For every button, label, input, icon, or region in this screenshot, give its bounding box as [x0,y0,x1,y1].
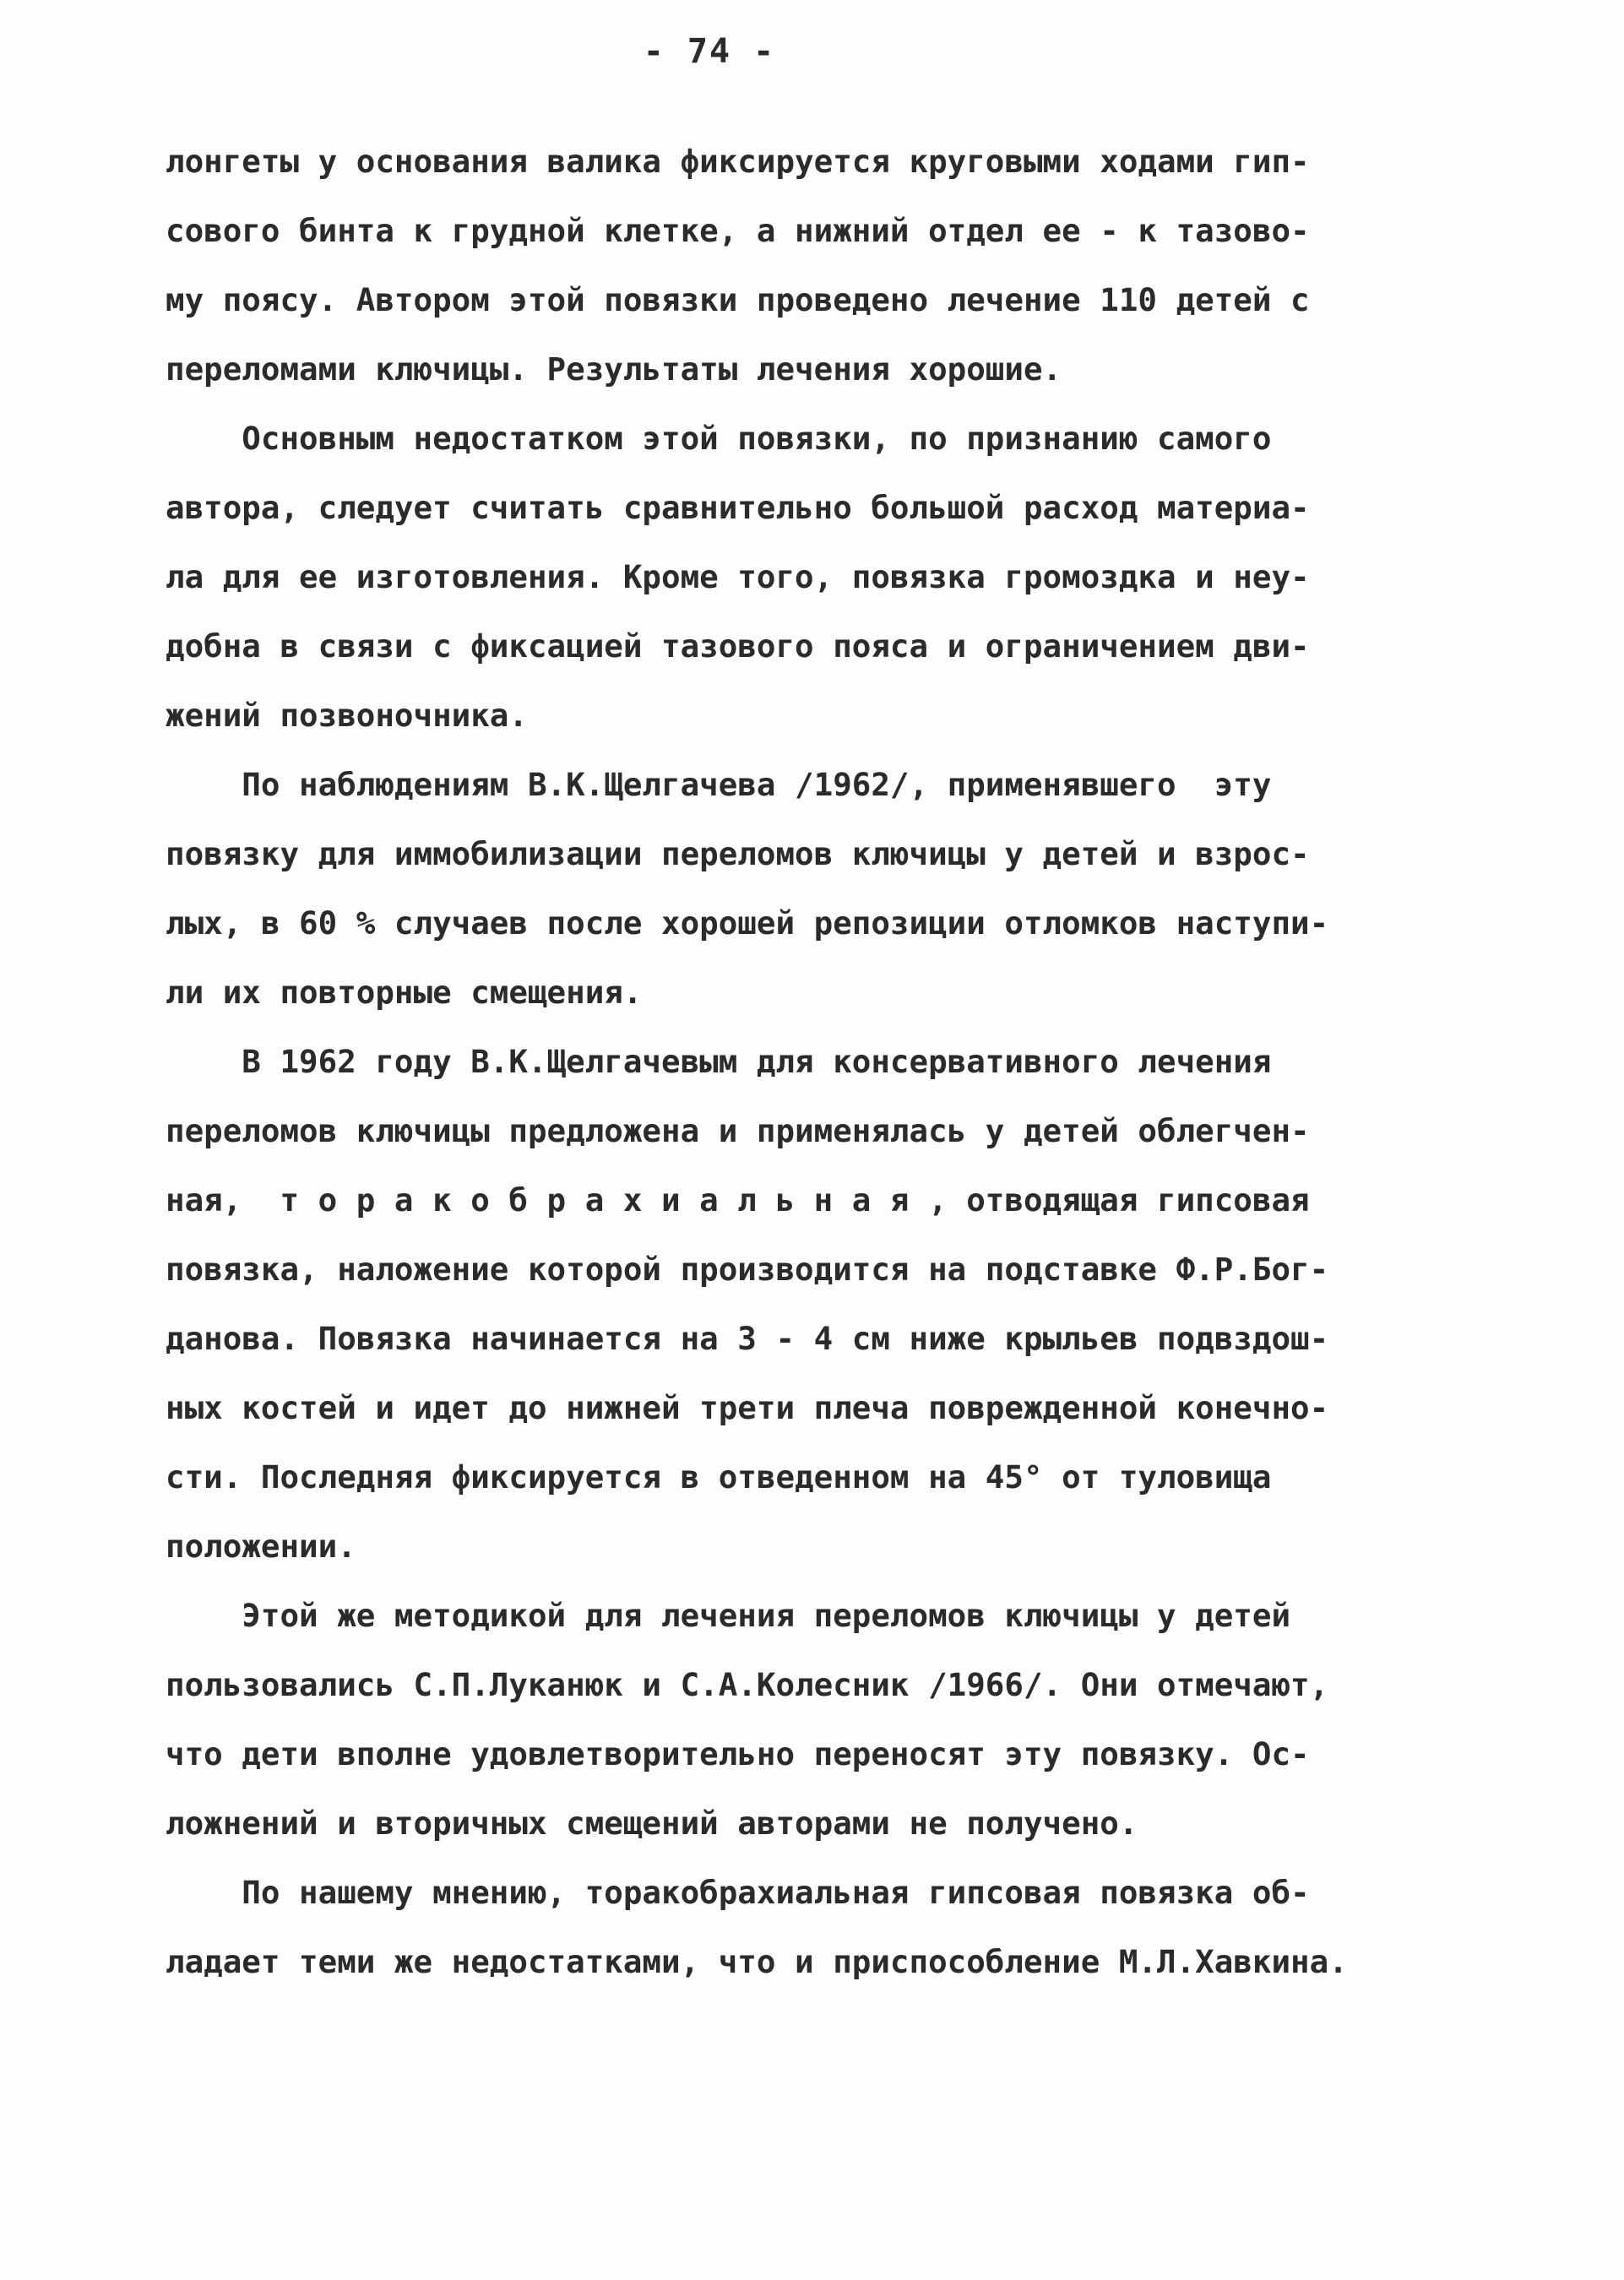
text-line: переломами ключицы. Результаты лечения хорошие. [166,350,1062,388]
text-line: добна в связи с фиксацией тазового пояса и ограничением дви- [166,627,1310,665]
text-line: По наблюдениям В.К.Щелгачева /1962/, применявшего эту [166,766,1272,803]
text-line: Основным недостатком этой повязки, по признанию самого [166,420,1272,457]
text-line: повязку для иммобилизации переломов ключицы у детей и взрос- [166,835,1310,872]
text-line: По нашему мнению, торакобрахиальная гипсовая повязка об- [166,1874,1310,1911]
text-line: положении. [166,1528,356,1565]
text-line: ная, т о р а к о б р а х и а л ь н а я , отводящая гипсовая [166,1181,1310,1219]
text-line: ла для ее изготовления. Кроме того, повязка громоздка и неу- [166,558,1310,595]
body-text [166,127,1449,1996]
text-line: ных костей и идет до нижней трети плеча поврежденной конечно- [166,1389,1329,1426]
text-line: ли их повторные смещения. [166,974,643,1011]
text-line: лонгеты у основания валика фиксируется круговыми ходами гип- [166,143,1310,180]
text-line: что дети вполне удовлетворительно переносят эту повязку. Ос- [166,1735,1310,1772]
text-line: му поясу. Автором этой повязки проведено лечение 110 детей с [166,281,1310,318]
text-line: переломов ключицы предложена и применялась у детей облегчен- [166,1112,1310,1149]
text-line: пользовались С.П.Луканюк и С.А.Колесник /1966/. Они отмечают, [166,1666,1329,1703]
text-line: автора, следует считать сравнительно большой расход материа- [166,489,1310,526]
text-line: данова. Повязка начинается на 3 - 4 см ниже крыльев подвздош- [166,1320,1329,1357]
text-line: сового бинта к грудной клетке, а нижний отдел ее - к тазово- [166,212,1310,249]
text-line: ладает теми же недостатками, что и приспособление М.Л.Хавкина. [166,1943,1348,1980]
text-line: сти. Последняя фиксируется в отведенном на 45° от туловища [166,1458,1272,1496]
text-line: ложнений и вторичных смещений авторами не получено. [166,1805,1138,1842]
text-line: жений позвоночника. [166,697,528,734]
text-line: Этой же методикой для лечения переломов ключицы у детей [166,1597,1291,1634]
text-line: лых, в 60 % случаев после хорошей репозиции отломков наступи- [166,904,1329,942]
page-number: - 74 - [643,32,776,71]
text-line: В 1962 году В.К.Щелгачевым для консервативного лечения [166,1043,1272,1080]
text-line: повязка, наложение которой производится на подставке Ф.Р.Бог- [166,1251,1329,1288]
